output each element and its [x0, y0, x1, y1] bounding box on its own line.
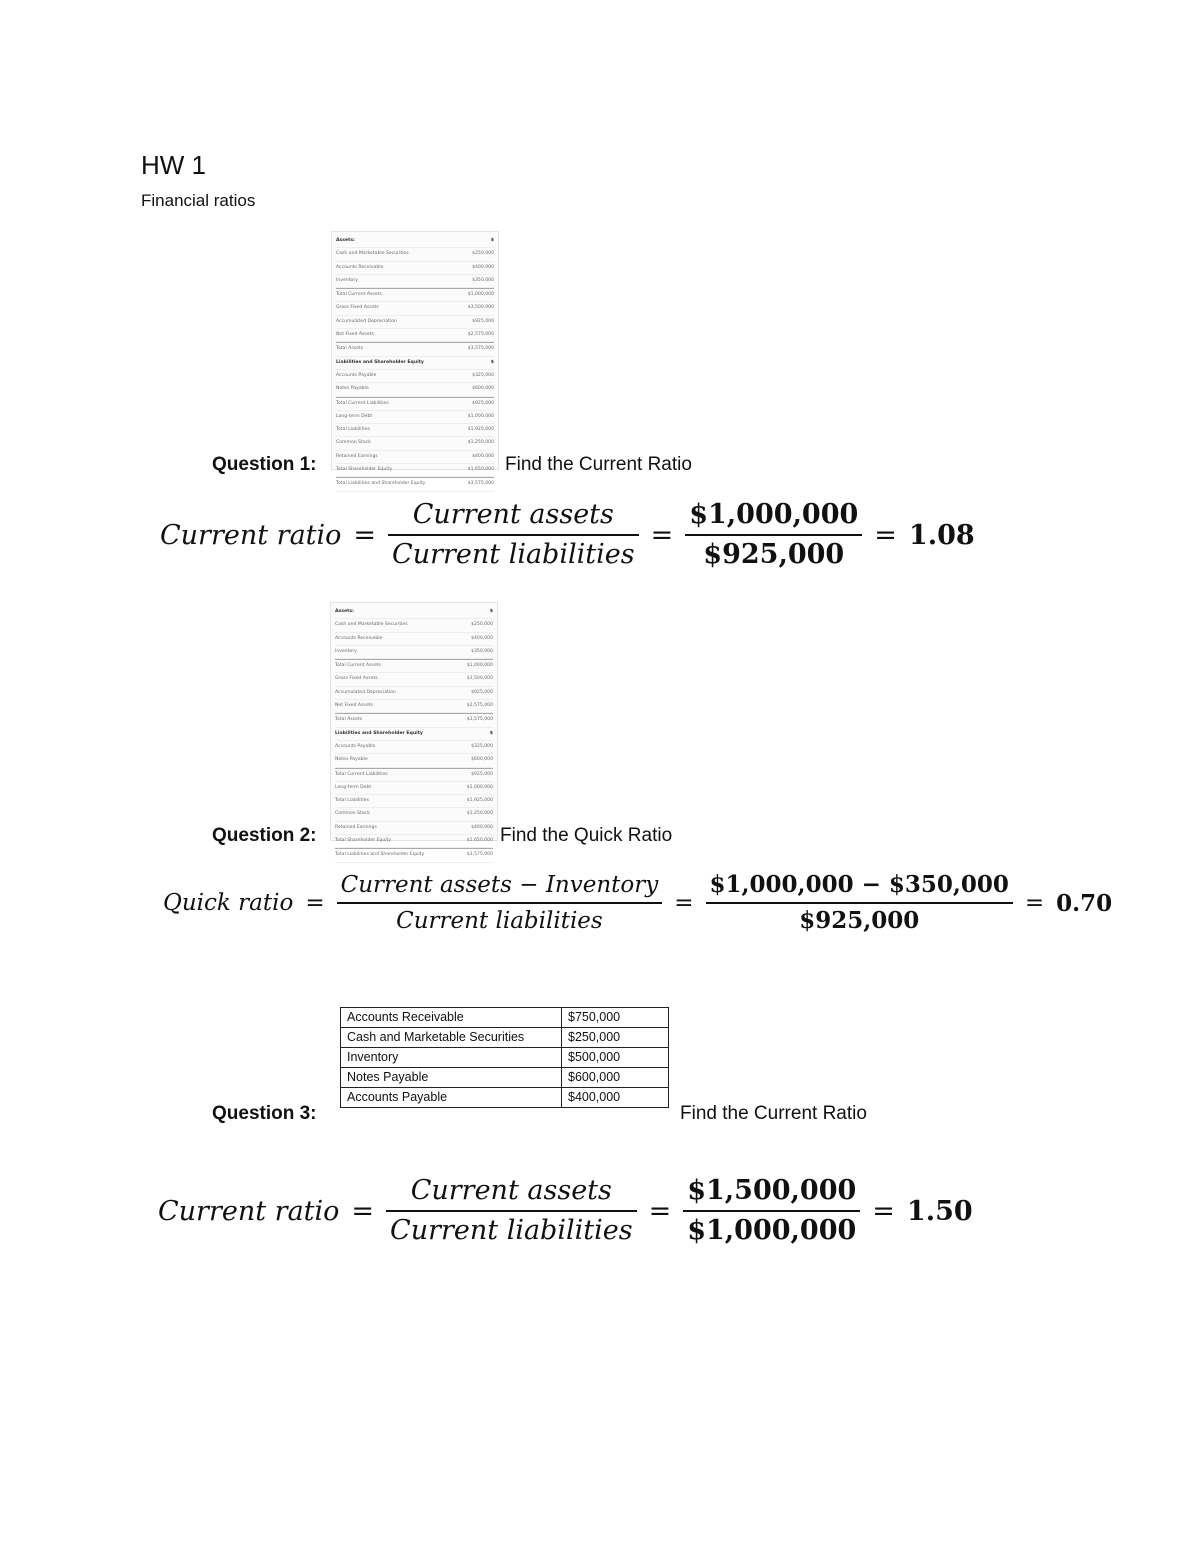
- row-value: $1,000,000: [467, 413, 494, 419]
- row-value: $1,650,000: [467, 467, 494, 473]
- document-subtitle: Financial ratios: [141, 191, 256, 210]
- row-value: $925,000: [472, 318, 494, 324]
- row-value: $: [489, 730, 493, 736]
- fraction-denominator: Current liabilities: [390, 1215, 633, 1246]
- balance-sheet-row: [335, 700, 493, 713]
- row-label: Assets:: [335, 609, 354, 614]
- value-denominator: $925,000: [703, 539, 845, 570]
- balance-sheet-row: [336, 383, 494, 396]
- question-2-task: Find the Quick Ratio: [500, 825, 673, 846]
- balance-sheet-row: [335, 619, 493, 632]
- table-row: [341, 1048, 669, 1068]
- row-label: Total Liabilities: [336, 427, 370, 433]
- row-value: $: [490, 359, 494, 365]
- table-cell-amount: $250,000: [562, 1028, 669, 1048]
- question-3-label: Question 3:: [212, 1103, 317, 1124]
- table-cell-item: Cash and Marketable Securities: [341, 1028, 562, 1048]
- balance-sheet-row: [335, 728, 493, 741]
- balance-sheet-row: [335, 659, 493, 673]
- row-value: $3,575,000: [467, 346, 494, 352]
- table-row: [341, 1008, 669, 1028]
- row-value: $1,250,000: [466, 811, 493, 817]
- balance-sheet-row: [336, 342, 494, 356]
- row-label: Total Assets: [335, 717, 363, 723]
- row-label: Liabilities and Shareholder Equity: [336, 359, 424, 365]
- question-3-formula: [158, 1172, 973, 1250]
- row-value: $2,575,000: [467, 332, 494, 338]
- equals-sign: =: [1024, 890, 1045, 916]
- formula-fraction: [388, 496, 639, 574]
- row-label: Accumulated Depreciation: [335, 689, 396, 695]
- question-2-formula: [163, 868, 1112, 938]
- row-value: $400,000: [472, 264, 494, 270]
- balance-sheet-row: [336, 464, 494, 477]
- row-label: Total Liabilities and Shareholder Equity: [335, 852, 425, 858]
- row-value: $925,000: [471, 771, 493, 777]
- balance-sheet-row: [335, 713, 493, 727]
- balance-sheet-row: [335, 754, 493, 767]
- row-value: $600,000: [471, 757, 493, 763]
- row-value: $325,000: [472, 372, 494, 378]
- table-cell-amount: $600,000: [562, 1068, 669, 1088]
- row-label: Accumulated Depreciation: [336, 318, 397, 324]
- row-label: Total Liabilities: [335, 798, 369, 804]
- row-label: Retained Earnings: [336, 453, 378, 459]
- row-label: Assets:: [336, 238, 355, 243]
- equals-sign: =: [874, 519, 897, 551]
- row-label: Total Liabilities and Shareholder Equity: [336, 481, 426, 487]
- balance-sheet-row: [335, 795, 493, 808]
- row-value: $925,000: [471, 689, 493, 695]
- balance-sheet-row: [336, 477, 494, 491]
- value-fraction: [685, 496, 862, 574]
- value-denominator: $1,000,000: [687, 1215, 857, 1246]
- equals-sign: =: [351, 1195, 375, 1227]
- question-3-table: [340, 1007, 669, 1108]
- row-label: Inventory: [335, 648, 357, 654]
- value-numerator: $1,000,000 − $350,000: [709, 871, 1009, 898]
- row-value: $325,000: [471, 743, 493, 749]
- value-fraction: [683, 1172, 860, 1250]
- formula-result: 1.50: [906, 1195, 973, 1227]
- balance-sheet-row: [336, 437, 494, 450]
- equals-sign: =: [648, 1195, 672, 1227]
- equals-sign: =: [674, 890, 694, 916]
- table-cell-amount: $400,000: [562, 1088, 669, 1108]
- balance-sheet-row: [336, 302, 494, 315]
- balance-sheet-row: [336, 316, 494, 329]
- fraction-numerator: Current assets − Inventory: [340, 872, 659, 898]
- row-label: Gross Fixed Assets: [336, 305, 379, 311]
- row-value: $1,250,000: [467, 440, 494, 446]
- formula-lhs: Current ratio: [160, 519, 342, 551]
- formula-result: 1.08: [908, 519, 975, 551]
- row-label: Common Stock: [336, 440, 371, 446]
- row-value: $250,000: [471, 622, 493, 628]
- value-numerator: $1,500,000: [687, 1175, 857, 1206]
- row-value: $3,500,000: [466, 676, 493, 682]
- formula-fraction: [337, 868, 663, 938]
- row-value: $250,000: [472, 251, 494, 257]
- row-label: Retained Earnings: [335, 824, 377, 830]
- balance-sheet-row: [335, 633, 493, 646]
- balance-sheet-row: [336, 329, 494, 342]
- table-row: [341, 1088, 669, 1108]
- table-row: [341, 1028, 669, 1048]
- row-label: Net Fixed Assets: [336, 332, 374, 338]
- row-label: Accounts Receivable: [336, 264, 384, 270]
- fraction-denominator: Current liabilities: [396, 908, 603, 934]
- balance-sheet-row: [336, 411, 494, 424]
- equals-sign: =: [305, 890, 325, 916]
- row-label: Long-term Debt: [336, 413, 373, 419]
- question-2-label: Question 2:: [212, 825, 317, 846]
- row-label: Total Current Assets: [335, 663, 381, 669]
- row-label: Total Shareholder Equity: [336, 467, 393, 473]
- balance-sheet-row: [336, 397, 494, 411]
- balance-sheet-row: [335, 741, 493, 754]
- row-label: Accounts Payable: [335, 743, 376, 749]
- table-cell-amount: $750,000: [562, 1008, 669, 1028]
- row-value: $600,000: [472, 386, 494, 392]
- balance-sheet-row: [336, 235, 494, 248]
- table-cell-amount: $500,000: [562, 1048, 669, 1068]
- formula-fraction: [386, 1172, 637, 1250]
- row-value: $350,000: [471, 648, 493, 654]
- question-3-task: Find the Current Ratio: [680, 1103, 867, 1124]
- table-cell-item: Accounts Payable: [341, 1088, 562, 1108]
- balance-sheet-thumbnail-1: [331, 231, 499, 487]
- row-label: Net Fixed Assets: [335, 703, 373, 709]
- row-label: Notes Payable: [336, 386, 369, 392]
- document-title: HW 1: [141, 150, 206, 180]
- row-label: Cash and Marketable Securities: [336, 251, 409, 257]
- row-label: Inventory: [336, 277, 358, 283]
- equals-sign: =: [872, 1195, 895, 1227]
- row-value: $: [490, 238, 494, 243]
- fraction-denominator: Current liabilities: [392, 539, 635, 570]
- balance-sheet-row: [336, 451, 494, 464]
- balance-sheet-row: [335, 782, 493, 795]
- row-value: $400,000: [471, 824, 493, 830]
- row-value: $3,500,000: [467, 305, 494, 311]
- balance-sheet-row: [336, 370, 494, 383]
- balance-sheet-thumbnail-2: [330, 602, 498, 858]
- question-1-formula: [160, 496, 975, 574]
- balance-sheet-row: [336, 424, 494, 437]
- row-label: Accounts Payable: [336, 372, 377, 378]
- row-label: Total Shareholder Equity: [335, 838, 392, 844]
- row-value: $3,575,000: [466, 852, 493, 858]
- table-row: [341, 1068, 669, 1088]
- balance-sheet-row: [335, 835, 493, 848]
- value-numerator: $1,000,000: [689, 499, 859, 530]
- row-label: Long-term Debt: [335, 784, 372, 790]
- row-value: $3,575,000: [467, 481, 494, 487]
- balance-sheet-row: [336, 275, 494, 288]
- fraction-numerator: Current assets: [410, 1175, 612, 1206]
- row-label: Total Current Liabilities: [335, 771, 388, 777]
- formula-lhs: Quick ratio: [163, 890, 294, 916]
- row-value: $350,000: [472, 277, 494, 283]
- row-label: Liabilities and Shareholder Equity: [335, 730, 423, 736]
- table-cell-item: Accounts Receivable: [341, 1008, 562, 1028]
- value-denominator: $925,000: [799, 907, 920, 934]
- value-fraction: [706, 868, 1013, 938]
- row-label: Accounts Receivable: [335, 635, 383, 641]
- balance-sheet-row: [336, 262, 494, 275]
- row-label: Notes Payable: [335, 757, 368, 763]
- row-value: $: [489, 609, 493, 614]
- row-value: $1,650,000: [466, 838, 493, 844]
- balance-sheet-row: [335, 808, 493, 821]
- balance-sheet-row: [336, 357, 494, 370]
- balance-sheet-row: [335, 606, 493, 619]
- row-label: Gross Fixed Assets: [335, 676, 378, 682]
- balance-sheet-row: [335, 822, 493, 835]
- balance-sheet-row: [335, 687, 493, 700]
- balance-sheet-row: [335, 646, 493, 659]
- balance-sheet-row: [336, 288, 494, 302]
- row-value: $2,575,000: [466, 703, 493, 709]
- row-value: $1,000,000: [466, 784, 493, 790]
- row-label: Common Stock: [335, 811, 370, 817]
- fraction-numerator: Current assets: [412, 499, 614, 530]
- row-value: $925,000: [472, 400, 494, 406]
- formula-lhs: Current ratio: [158, 1195, 340, 1227]
- balance-sheet-row: [336, 248, 494, 261]
- question-1-label: Question 1:: [212, 454, 317, 475]
- equals-sign: =: [650, 519, 674, 551]
- question-1-task: Find the Current Ratio: [505, 454, 692, 475]
- row-value: $1,925,000: [467, 427, 494, 433]
- row-label: Total Assets: [336, 346, 364, 352]
- row-value: $1,000,000: [467, 292, 494, 298]
- table-cell-item: Inventory: [341, 1048, 562, 1068]
- table-cell-item: Notes Payable: [341, 1068, 562, 1088]
- equals-sign: =: [353, 519, 377, 551]
- row-value: $400,000: [472, 453, 494, 459]
- row-label: Cash and Marketable Securities: [335, 622, 408, 628]
- balance-sheet-row: [335, 848, 493, 862]
- row-label: Total Current Liabilities: [336, 400, 389, 406]
- row-label: Total Current Assets: [336, 292, 382, 298]
- balance-sheet-row: [335, 768, 493, 782]
- row-value: $1,000,000: [466, 663, 493, 669]
- row-value: $1,925,000: [466, 798, 493, 804]
- balance-sheet-row: [335, 673, 493, 686]
- row-value: $400,000: [471, 635, 493, 641]
- row-value: $3,575,000: [466, 717, 493, 723]
- formula-result: 0.70: [1056, 889, 1113, 917]
